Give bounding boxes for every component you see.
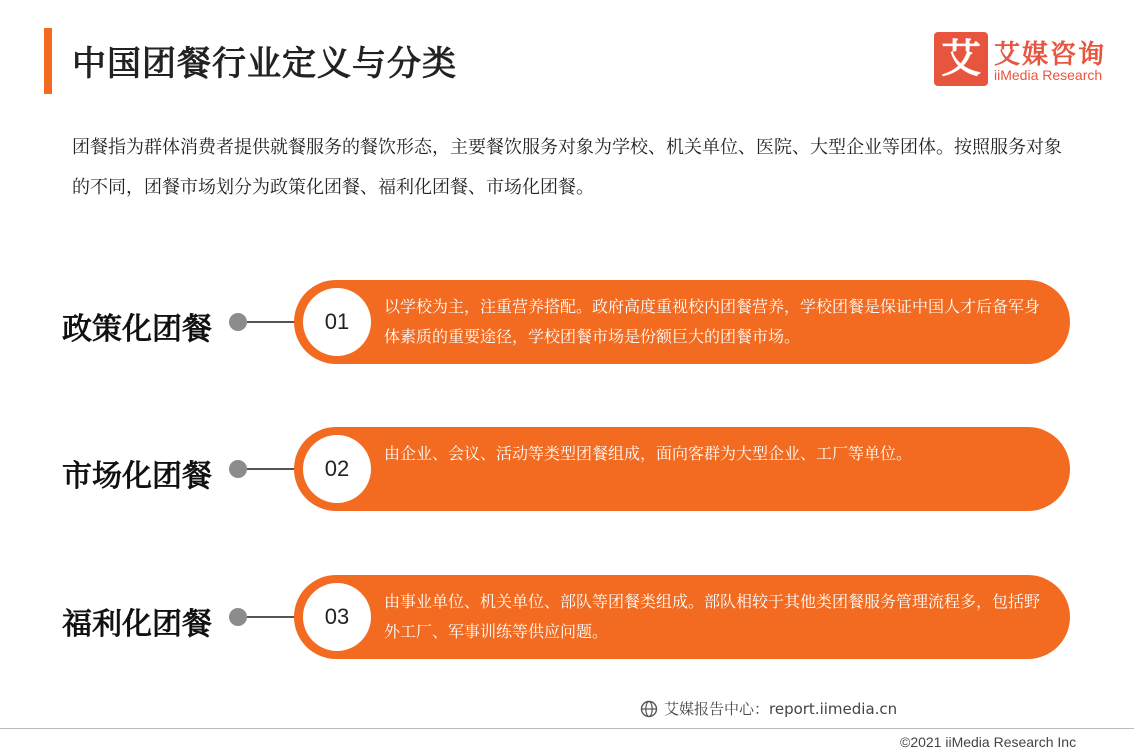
copyright-text: ©2021 iiMedia Research Inc <box>900 734 1077 750</box>
category-row-market <box>0 427 1134 511</box>
category-label: 市场化团餐 <box>62 459 212 494</box>
category-number-badge: 01 <box>303 288 371 356</box>
logo-english-name: iiMedia Research <box>994 67 1103 83</box>
category-row-policy <box>0 280 1134 364</box>
page-title: 中国团餐行业定义与分类 <box>72 44 457 84</box>
category-label: 福利化团餐 <box>62 607 212 642</box>
logo-chinese-name: 艾媒咨询 <box>994 40 1107 70</box>
intro-paragraph: 团餐指为群体消费者提供就餐服务的餐饮形态，主要餐饮服务对象为学校、机关单位、医院、大型企业等团体。按照服务对象的不同，团餐市场划分为政策化团餐、福利化团餐、市场化团餐。 <box>72 137 1062 198</box>
brand-logo <box>934 32 1114 86</box>
category-number-badge: 02 <box>303 435 371 503</box>
bullet-dot-icon <box>229 460 247 478</box>
title-accent-bar <box>44 28 52 94</box>
category-description: 由企业、会议、活动等类型团餐组成，面向客群为大型企业、工厂等单位。 <box>384 444 913 463</box>
category-label: 政策化团餐 <box>62 312 212 347</box>
logo-mark-icon: 艾 <box>934 32 988 86</box>
category-description: 由事业单位、机关单位、部队等团餐类组成。部队相较于其他类团餐服务管理流程多，包括野外工厂、军事训练等供应问题。 <box>384 592 1041 641</box>
footer-divider <box>0 728 1134 729</box>
category-number-badge: 03 <box>303 583 371 651</box>
bullet-dot-icon <box>229 608 247 626</box>
category-description: 以学校为主，注重营养搭配。政府高度重视校内团餐营养，学校团餐是保证中国人才后备军身体素质的重要途径，学校团餐市场是份额巨大的团餐市场。 <box>384 297 1041 346</box>
bullet-dot-icon <box>229 313 247 331</box>
source-text: 艾媒报告中心：report.iimedia.cn <box>664 700 898 718</box>
globe-icon <box>640 700 658 718</box>
source-note <box>640 698 897 719</box>
category-row-welfare <box>0 575 1134 659</box>
